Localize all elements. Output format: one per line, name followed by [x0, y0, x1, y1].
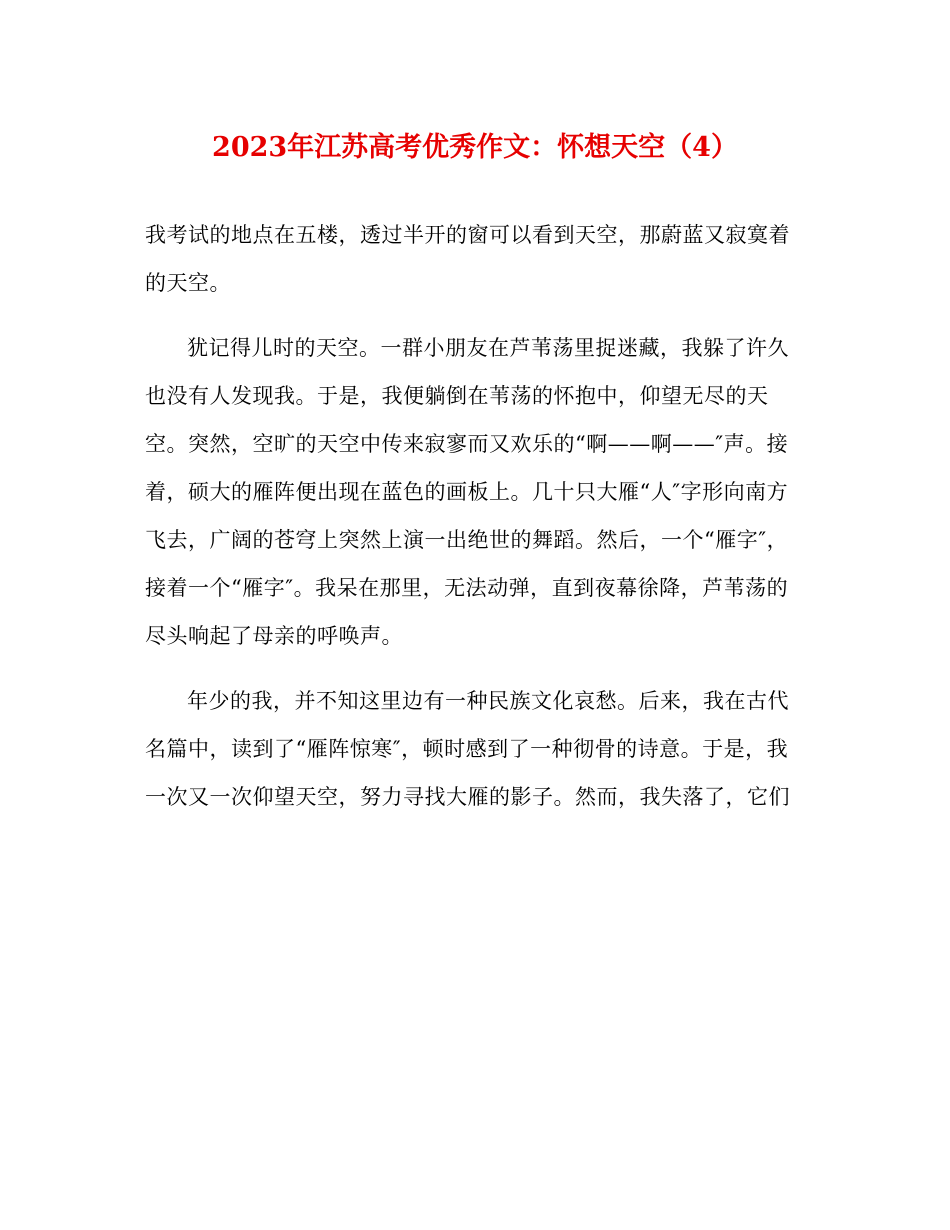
paragraph-3	[145, 677, 810, 821]
text-line: 犹记得儿时的天空。一群小朋友在芦苇荡里捉迷藏，我躲了许久	[187, 336, 789, 360]
text-line: 飞去，广阔的苍穹上突然上演一出绝世的舞蹈。然后，一个“雁字″，	[145, 528, 789, 552]
text-line: 空。突然，空旷的天空中传来寂寥而又欢乐的“啊——啊——″声。接	[145, 432, 789, 456]
text-line: 我考试的地点在五楼，透过半开的窗可以看到天空，那蔚蓝又寂寞着	[145, 223, 790, 247]
paragraph-2	[145, 324, 810, 660]
text-line: 年少的我，并不知这里边有一种民族文化哀愁。后来，我在古代	[187, 689, 789, 713]
text-line: 尽头响起了母亲的呼唤声。	[145, 624, 403, 648]
document-title: 2023年江苏高考优秀作文：怀想天空（4）	[212, 132, 738, 163]
text-line: 一次又一次仰望天空，努力寻找大雁的影子。然而，我失落了，它们	[145, 785, 790, 809]
paragraph-1	[145, 211, 810, 307]
document-body	[145, 211, 810, 821]
text-line: 接着一个“雁字″。我呆在那里，无法动弹，直到夜幕徐降，芦苇荡的	[145, 576, 789, 600]
text-line: 的天空。	[145, 271, 231, 295]
text-line: 着，硕大的雁阵便出现在蓝色的画板上。几十只大雁“人″字形向南方	[145, 480, 789, 504]
text-line: 名篇中，读到了“雁阵惊寒″，顿时感到了一种彻骨的诗意。于是，我	[145, 737, 789, 761]
text-line: 也没有人发现我。于是，我便躺倒在苇荡的怀抱中，仰望无尽的天	[145, 384, 769, 408]
